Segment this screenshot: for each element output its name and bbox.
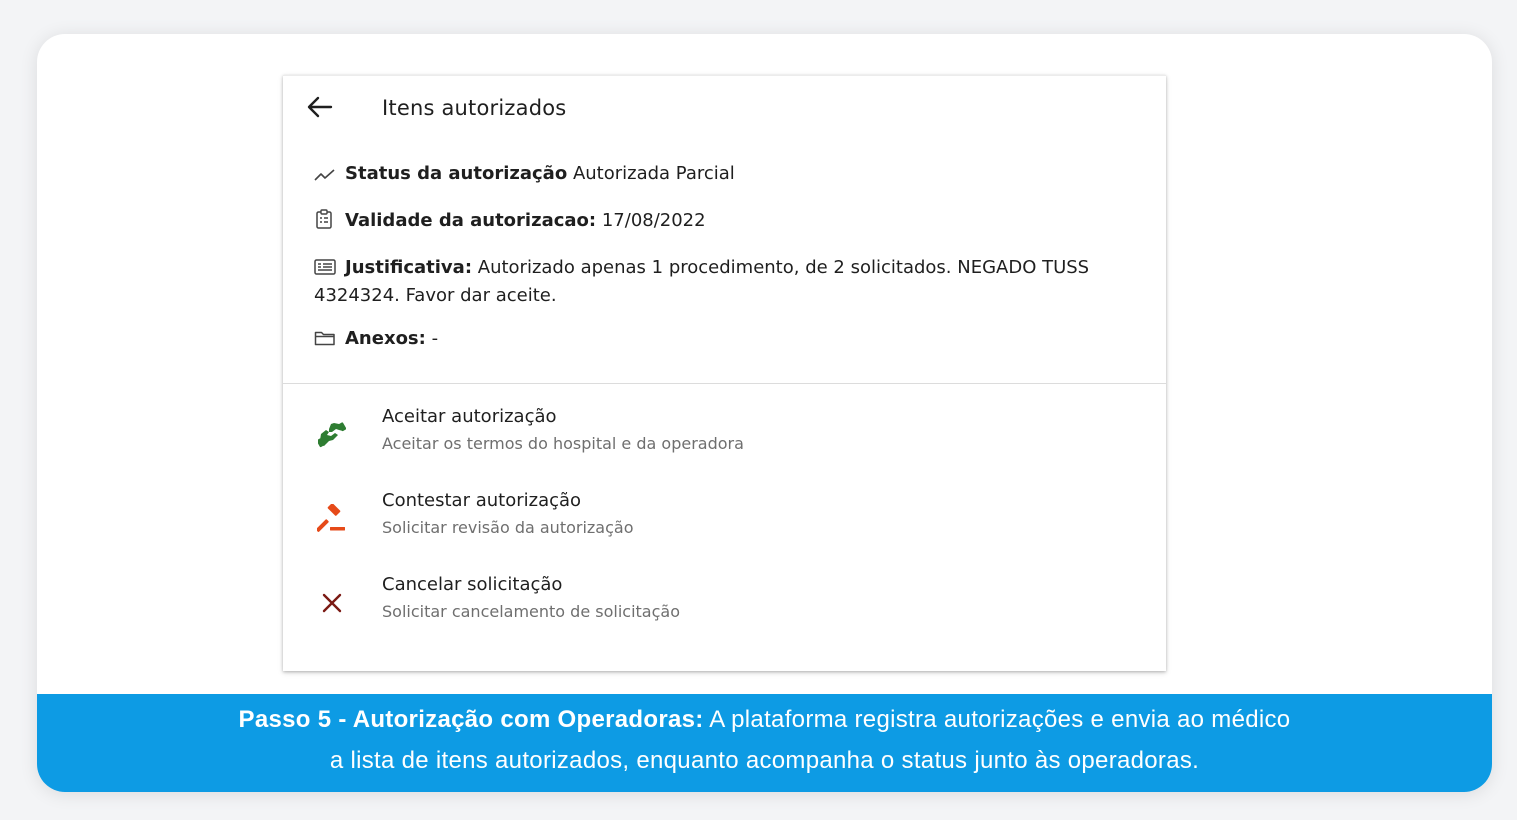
caption-text-1: A plataforma registra autorizações e envia ao médico [703,706,1291,733]
step-caption-banner [37,694,1492,792]
back-button[interactable] [303,92,337,126]
contest-title: Contestar autorização [382,490,582,511]
accept-title: Aceitar autorização [382,406,557,427]
justification-label: Justificativa: [345,257,473,278]
gavel-icon [317,504,347,534]
attachments-label: Anexos: [345,328,426,349]
status-row [314,161,1144,189]
folder-icon [314,329,338,354]
cancel-request-action[interactable] [283,574,1166,644]
justification-value: Autorizado apenas 1 procedimento, de 2 solicitados. NEGADO TUSS 4324324. Favor dar aceite. [314,257,1090,306]
caption-bold: Passo 5 - Autorização com Operadoras: [238,706,704,733]
attachments-value: - [431,328,439,349]
handshake-icon [317,420,347,450]
trending-icon [314,164,338,189]
slide-frame [37,34,1492,792]
card-title: Itens autorizados [382,96,567,120]
status-label: Status da autorização [345,163,568,184]
clipboard-icon [314,209,338,236]
close-icon [317,588,347,618]
validity-row [314,208,1144,236]
validity-label: Validade da autorizacao: [345,210,597,231]
document-list-icon [314,258,338,283]
caption-line-2: a lista de itens autorizados, enquanto acompanha o status junto às operadoras. [329,747,1200,774]
arrow-left-icon [307,96,333,123]
justification-row [314,255,1144,308]
card-header [283,76,1166,140]
card-divider [283,383,1166,384]
status-value: Autorizada Parcial [572,163,735,184]
accept-subtitle: Aceitar os termos do hospital e da operadora [382,434,744,453]
cancel-title: Cancelar solicitação [382,574,563,595]
cancel-subtitle: Solicitar cancelamento de solicitação [382,602,680,621]
contest-subtitle: Solicitar revisão da autorização [382,518,634,537]
validity-value: 17/08/2022 [601,210,706,231]
authorized-items-card [283,75,1166,671]
accept-authorization-action[interactable] [283,406,1166,476]
attachments-row [314,326,1144,354]
caption-line-1 [37,699,1492,740]
contest-authorization-action[interactable] [283,490,1166,560]
